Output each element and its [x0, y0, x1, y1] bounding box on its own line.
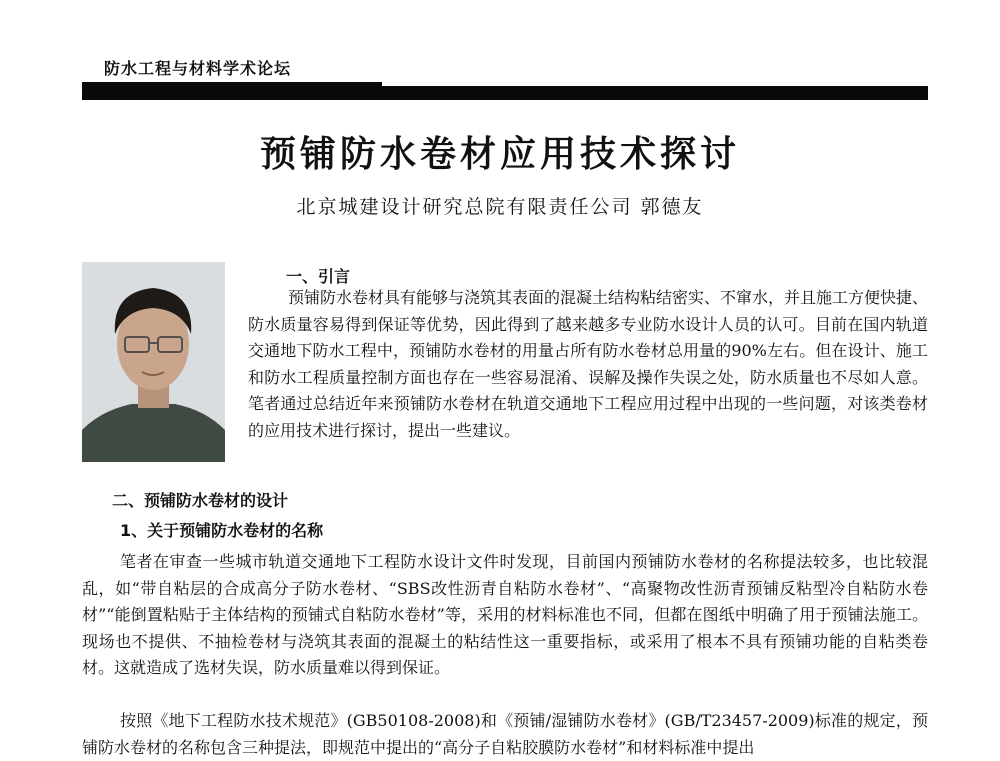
journal-header: 防水工程与材料学术论坛 [104, 59, 292, 78]
section-heading-intro: 一、引言 [286, 267, 351, 286]
article-title: 预铺防水卷材应用技术探讨 [259, 133, 740, 175]
subsection-heading-name: 1、关于预铺防水卷材的名称 [120, 521, 324, 540]
name-paragraph: 笔者在审查一些城市轨道交通地下工程防水设计文件时发现，目前国内预铺防水卷材的名称提法较多，也比较混乱，如“带自粘层的合成高分子防水卷材、“SBS改性沥青自粘防水卷材”、“高聚物改性沥青预铺反粘型冷自粘防水卷材”“能倒置粘贴于主体结构的预铺式自粘防水卷材”等，采用的材料标准也不同，但都在图纸中明确了用于预铺法施工。现场也不提供、不抽检卷材与浇筑其表面的混凝土的粘结性这一重要指标，或采用了根本不具有预铺功能的自粘类卷材。这就造成了选材失误，防水质量难以得到保证。 [82, 552, 928, 677]
section-heading-design: 二、预铺防水卷材的设计 [112, 491, 289, 510]
author-line: 北京城建设计研究总院有限责任公司 郭德友 [296, 196, 704, 218]
standard-paragraph: 按照《地下工程防水技术规范》(GB50108-2008)和《预铺/湿铺防水卷材》(GB/T23457-2009)标准的规定，预铺防水卷材的名称包含三种提法，即规范中提出的“高分子自粘胶膜防水卷材”和材料标准中提出 [82, 711, 928, 757]
header-bar [82, 86, 928, 100]
author-portrait-icon [82, 262, 225, 462]
intro-paragraph: 预铺防水卷材具有能够与浇筑其表面的混凝土结构粘结密实、不窜水，并且施工方便快捷、防水质量容易得到保证等优势，因此得到了越来越多专业防水设计人员的认可。目前在国内轨道交通地下防水工程中，预铺防水卷材的用量占所有防水卷材总用量的90%左右。但在设计、施工和防水工程质量控制方面也存在一些容易混淆、误解及操作失误之处，防水质量也不尽如人意。笔者通过总结近年来预铺防水卷材在轨道交通地下工程应用过程中出现的一些问题，对该类卷材的应用技术进行探讨，提出一些建议。 [248, 288, 929, 440]
author-photo [82, 262, 225, 462]
